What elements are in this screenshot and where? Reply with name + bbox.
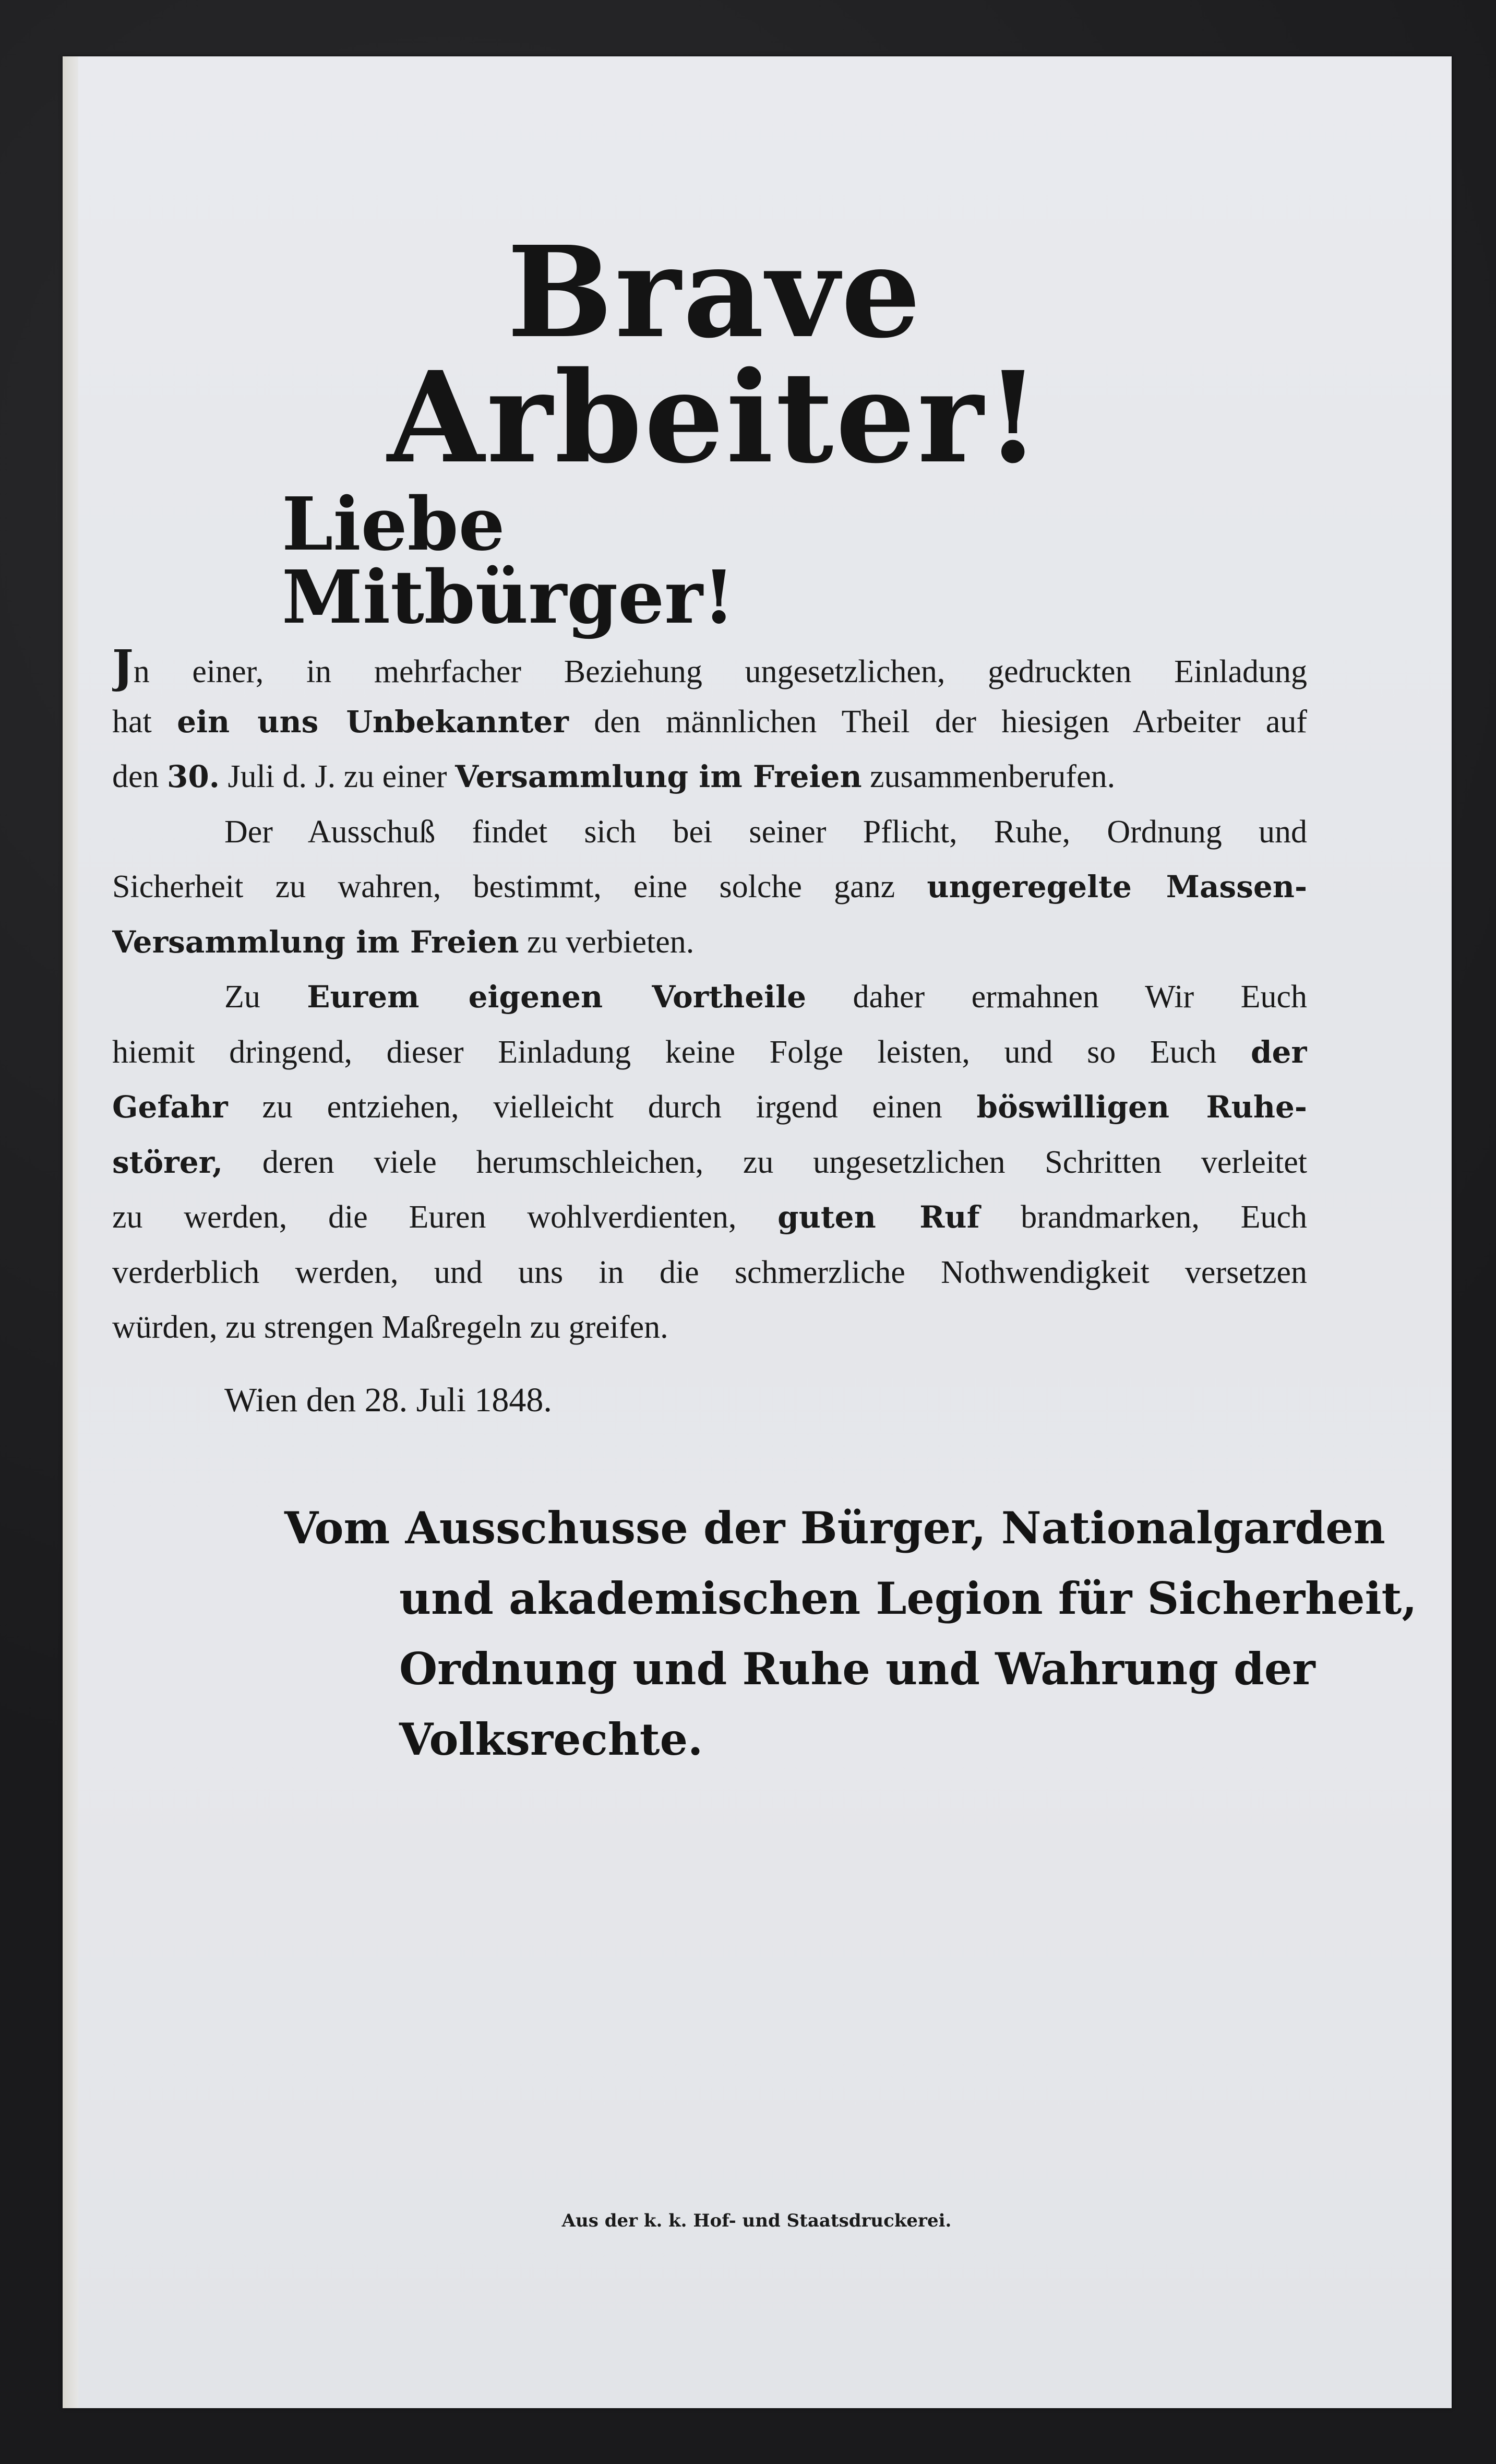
paper-edge <box>63 56 78 2408</box>
proclamation-body <box>112 639 1307 1355</box>
salutation: Liebe Mitbürger! <box>282 482 735 640</box>
text-line: würden, zu strengen Maßregeln zu greifen. <box>112 1310 668 1345</box>
signature-line: Ordnung und Ruhe und Wahrung der <box>399 1643 1315 1695</box>
signature-line: Volksrechte. <box>399 1713 703 1765</box>
text-line: hiemit dringend, dieser Einladung keine Folge leisten, und so Euch der <box>112 1034 1307 1070</box>
text-line: Sicherheit zu wahren, bestimmt, eine solche ganz ungeregelte Massen- <box>112 869 1307 904</box>
text-line: störer, deren viele herumschleichen, zu ungesetzlichen Schritten verleitet <box>112 1144 1307 1180</box>
signature-line: und akademischen Legion für Sicherheit, <box>399 1573 1417 1624</box>
poster-title: Brave Arbeiter! <box>387 219 1043 491</box>
text-line: verderblich werden, und uns in die schmerzliche Nothwendigkeit versetzen <box>112 1254 1307 1290</box>
text-line: zu werden, die Euren wohlverdienten, guten Ruf brandmarken, Euch <box>112 1199 1307 1235</box>
text-line: hat ein uns Unbekannter den männlichen Theil der hiesigen Arbeiter auf <box>112 704 1307 740</box>
issuer-signature <box>284 1493 1417 1775</box>
printer-imprint: Aus der k. k. Hof- und Staatsdruckerei. <box>561 2210 952 2231</box>
signature-line: Vom Ausschusse der Bürger, Nationalgarden <box>284 1502 1385 1554</box>
text-line: Der Ausschuß findet sich bei seiner Pflicht, Ruhe, Ordnung und <box>224 814 1307 850</box>
dateline: Wien den 28. Juli 1848. <box>224 1381 552 1419</box>
text-line: Jn einer, in mehrfacher Beziehung ungesetzlichen, gedruckten Einladung <box>112 640 1307 693</box>
text-line: Versammlung im Freien zu verbieten. <box>112 924 695 960</box>
drop-cap: J <box>112 640 134 693</box>
text-line: den 30. Juli d. J. zu einer Versammlung im Freien zusammenberufen. <box>112 759 1116 794</box>
text-line: Zu Eurem eigenen Vortheile daher ermahnen Wir Euch <box>224 979 1307 1015</box>
text-line: Gefahr zu entziehen, vielleicht durch irgend einen böswilligen Ruhe- <box>112 1089 1307 1125</box>
